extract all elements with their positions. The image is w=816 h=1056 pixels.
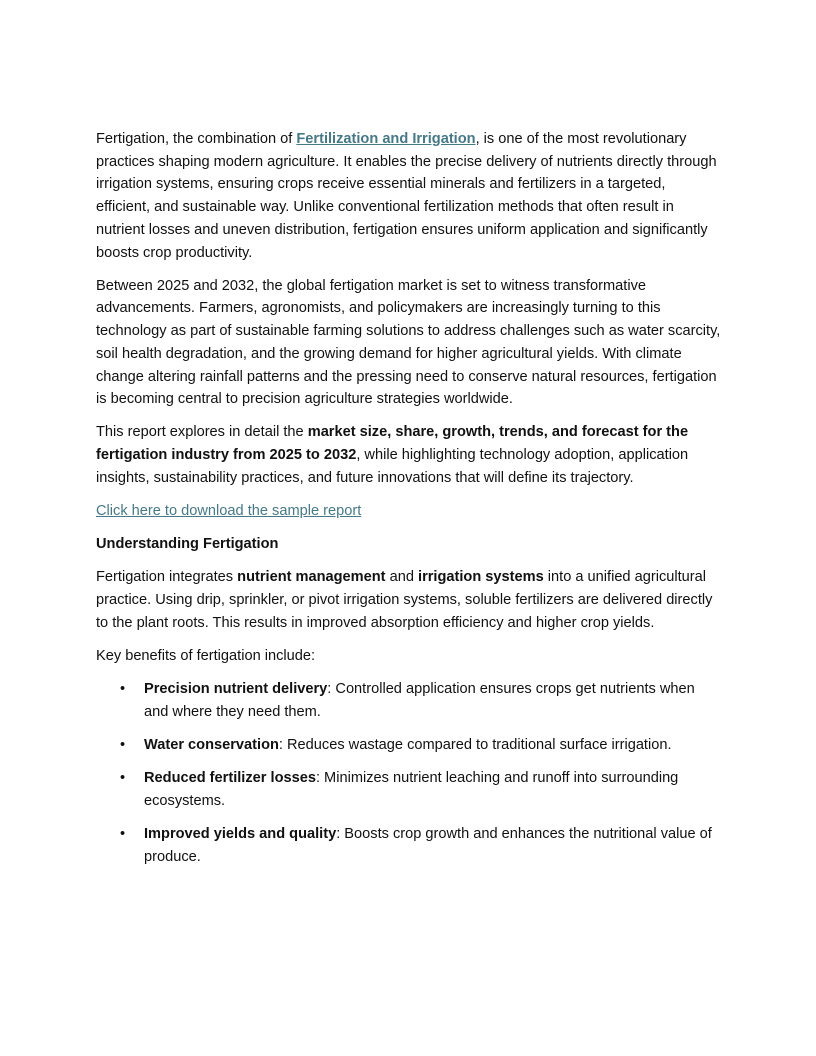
text: : Controlled application ensures crops get nutrients when and where they need them. xyxy=(144,681,695,720)
list-item xyxy=(120,734,722,757)
report-paragraph xyxy=(96,421,722,489)
text: : Reduces wastage compared to traditional surface irrigation. xyxy=(278,737,672,754)
download-sample-link[interactable]: Click here to download the sample report xyxy=(96,503,362,520)
text: Fertigation, the combination of xyxy=(96,131,297,147)
fertigation-paragraph xyxy=(96,566,722,634)
fertilization-irrigation-link[interactable]: Fertilization and Irrigation xyxy=(296,131,476,147)
bullet-icon: • xyxy=(120,826,126,843)
list-item xyxy=(120,767,722,812)
bold-text: market size, share, growth, trends, and forecast for the fertigation industry from 2025 to 2032 xyxy=(96,424,689,464)
text: , is one of the most revolutionary practices shaping modern agriculture. It enables the precise delivery of nutrients directly through irrigation systems, ensuring crops receive essential minerals and fertilizers in a targeted, efficient, and sustainable way. Unlike conventional fertilization methods that often result in nutrient losses and uneven distribution, fertigation ensures uniform application and significantly boosts crop productivity. xyxy=(96,131,717,261)
heading-text: Understanding Fertigation xyxy=(96,536,279,553)
intro-paragraph xyxy=(96,128,722,264)
text: into a unified agricultural practice. Using drip, sprinkler, or pivot irrigation systems, soluble fertilizers are delivered directly to the plant roots. This results in improved absorption efficiency and higher crop yields. xyxy=(96,569,713,631)
section-heading xyxy=(96,533,722,556)
text: : Minimizes nutrient leaching and runoff into surrounding ecosystems. xyxy=(144,770,679,810)
market-paragraph: Between 2025 and 2032, the global fertigation market is set to witness transformative advancements. Farmers, agronomists, and policymakers are increasingly turning to this technology as part of sustainable farming solutions to address challenges such as water scarcity, soil health degradation, and the growing demand for higher agricultural yields. With climate change altering rainfall patterns and the pressing need to conserve natural resources, fertigation is becoming central to precision agriculture strategies worldwide. xyxy=(96,277,721,408)
text: and xyxy=(385,569,419,586)
text: Fertigation integrates xyxy=(96,569,238,586)
bullet-icon: • xyxy=(120,770,126,787)
document-page xyxy=(96,128,722,879)
bold-text: Water conservation xyxy=(144,737,279,754)
benefits-list xyxy=(96,678,722,868)
bullet-icon: • xyxy=(120,681,126,698)
download-paragraph xyxy=(96,500,722,523)
text: This report explores in detail the xyxy=(96,424,308,441)
bold-text: nutrient management xyxy=(237,569,386,586)
text: : Boosts crop growth and enhances the nutritional value of produce. xyxy=(144,826,712,865)
bold-text: Reduced fertilizer losses xyxy=(144,770,316,787)
benefits-intro: Key benefits of fertigation include: xyxy=(96,648,316,665)
bold-text: irrigation systems xyxy=(418,569,544,586)
list-item xyxy=(120,823,722,868)
text: , while highlighting technology adoption, application insights, sustainability practices, and future innovations that will define its trajectory. xyxy=(96,447,689,486)
list-item xyxy=(120,678,722,723)
bold-text: Precision nutrient delivery xyxy=(144,681,328,698)
bullet-icon: • xyxy=(120,737,126,754)
bold-text: Improved yields and quality xyxy=(144,826,337,843)
